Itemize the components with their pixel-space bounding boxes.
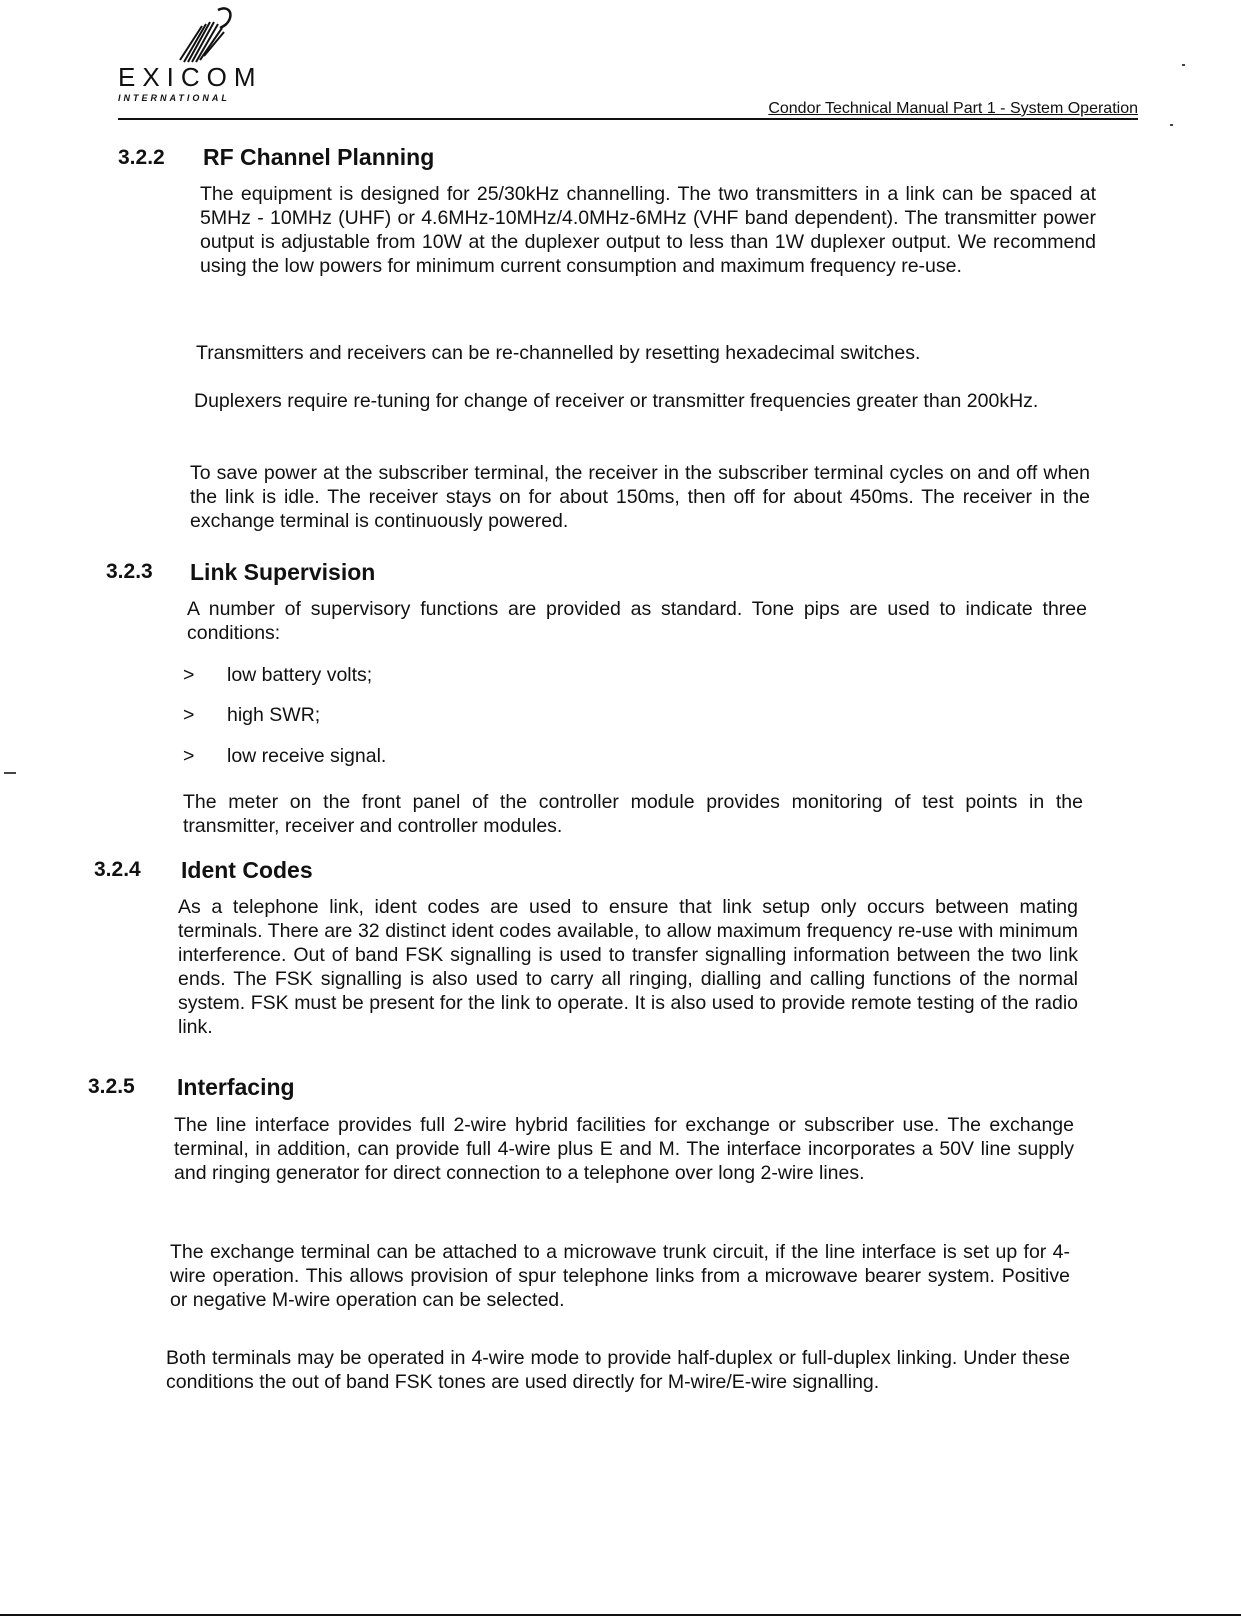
paragraph: Duplexers require re-tuning for change of receiver or transmitter frequencies greater than 200kHz. bbox=[194, 390, 1039, 412]
logo-wordmark: EXICOM bbox=[118, 62, 263, 92]
section-number: 3.2.4 bbox=[94, 858, 141, 881]
section-title: Ident Codes bbox=[181, 857, 313, 883]
paragraph: A number of supervisory functions are provided as standard. Tone pips are used to indicate three conditions: bbox=[187, 598, 1087, 644]
paragraph: To save power at the subscriber terminal, the receiver in the subscriber terminal cycles on and off when the link is idle. The receiver stays on for about 150ms, then off for about 450ms. The receiver in the exchange terminal is continuously powered. bbox=[190, 462, 1090, 532]
bullet-marker: > bbox=[183, 664, 195, 686]
bullet-text: low receive signal. bbox=[227, 745, 387, 767]
section-title: Interfacing bbox=[177, 1074, 295, 1100]
scan-speck bbox=[1182, 64, 1185, 66]
paragraph: Both terminals may be operated in 4-wire mode to provide half-duplex or full-duplex linking. Under these conditions the out of band FSK tones are used directly for M-wire/E-wire signalling. bbox=[166, 1347, 1070, 1393]
header-divider bbox=[118, 118, 1138, 120]
bullet-text: low battery volts; bbox=[227, 664, 373, 686]
logo-subtitle: INTERNATIONAL bbox=[118, 93, 230, 103]
paragraph: The equipment is designed for 25/30kHz channelling. The two transmitters in a link can be spaced at 5MHz - 10MHz (UHF) or 4.6MHz-10MHz/4.0MHz-6MHz (VHF band dependent). The transmitter power output is adjustable from 10W at the duplexer output to less than 1W duplexer output. We recommend using the low powers for minimum current consumption and maximum frequency re-use. bbox=[200, 183, 1096, 277]
section-number: 3.2.5 bbox=[88, 1075, 135, 1098]
section-number: 3.2.3 bbox=[106, 560, 153, 583]
section-title: Link Supervision bbox=[190, 559, 376, 585]
logo-mark-icon bbox=[170, 4, 240, 66]
paragraph: The meter on the front panel of the controller module provides monitoring of test points in the transmitter, receiver and controller modules. bbox=[183, 791, 1083, 837]
scan-speck bbox=[1170, 124, 1173, 126]
exicom-logo bbox=[112, 4, 292, 104]
section-title: RF Channel Planning bbox=[203, 144, 435, 170]
paragraph: Transmitters and receivers can be re-channelled by resetting hexadecimal switches. bbox=[196, 342, 921, 364]
bullet-item bbox=[183, 744, 386, 768]
paragraph: As a telephone link, ident codes are used to ensure that link setup only occurs between mating terminals. There are 32 distinct ident codes available, to allow maximum frequency re-use with minimum interference. Out of band FSK signalling is used to transfer signalling information between the two link ends. The FSK signalling is also used to carry all ringing, dialling and calling functions of the normal system. FSK must be present for the link to operate. It is also used to provide remote testing of the radio link. bbox=[178, 896, 1078, 1038]
paragraph: The exchange terminal can be attached to a microwave trunk circuit, if the line interface is set up for 4-wire operation. This allows provision of spur telephone links from a microwave bearer system. Positive or negative M-wire operation can be selected. bbox=[170, 1241, 1070, 1311]
document-title: Condor Technical Manual Part 1 - System Operation bbox=[768, 100, 1138, 117]
scan-speck bbox=[4, 772, 16, 774]
bullet-marker: > bbox=[183, 745, 195, 767]
paragraph: The line interface provides full 2-wire hybrid facilities for exchange or subscriber use. The exchange terminal, in addition, can provide full 4-wire plus E and M. The interface incorporates a 50V line supply and ringing generator for direct connection to a telephone over long 2-wire lines. bbox=[174, 1114, 1074, 1184]
bullet-item bbox=[183, 663, 372, 687]
footer-divider bbox=[0, 1614, 1241, 1616]
bullet-item bbox=[183, 703, 320, 727]
bullet-marker: > bbox=[183, 704, 195, 726]
bullet-text: high SWR; bbox=[227, 704, 321, 726]
section-number: 3.2.2 bbox=[118, 146, 165, 169]
